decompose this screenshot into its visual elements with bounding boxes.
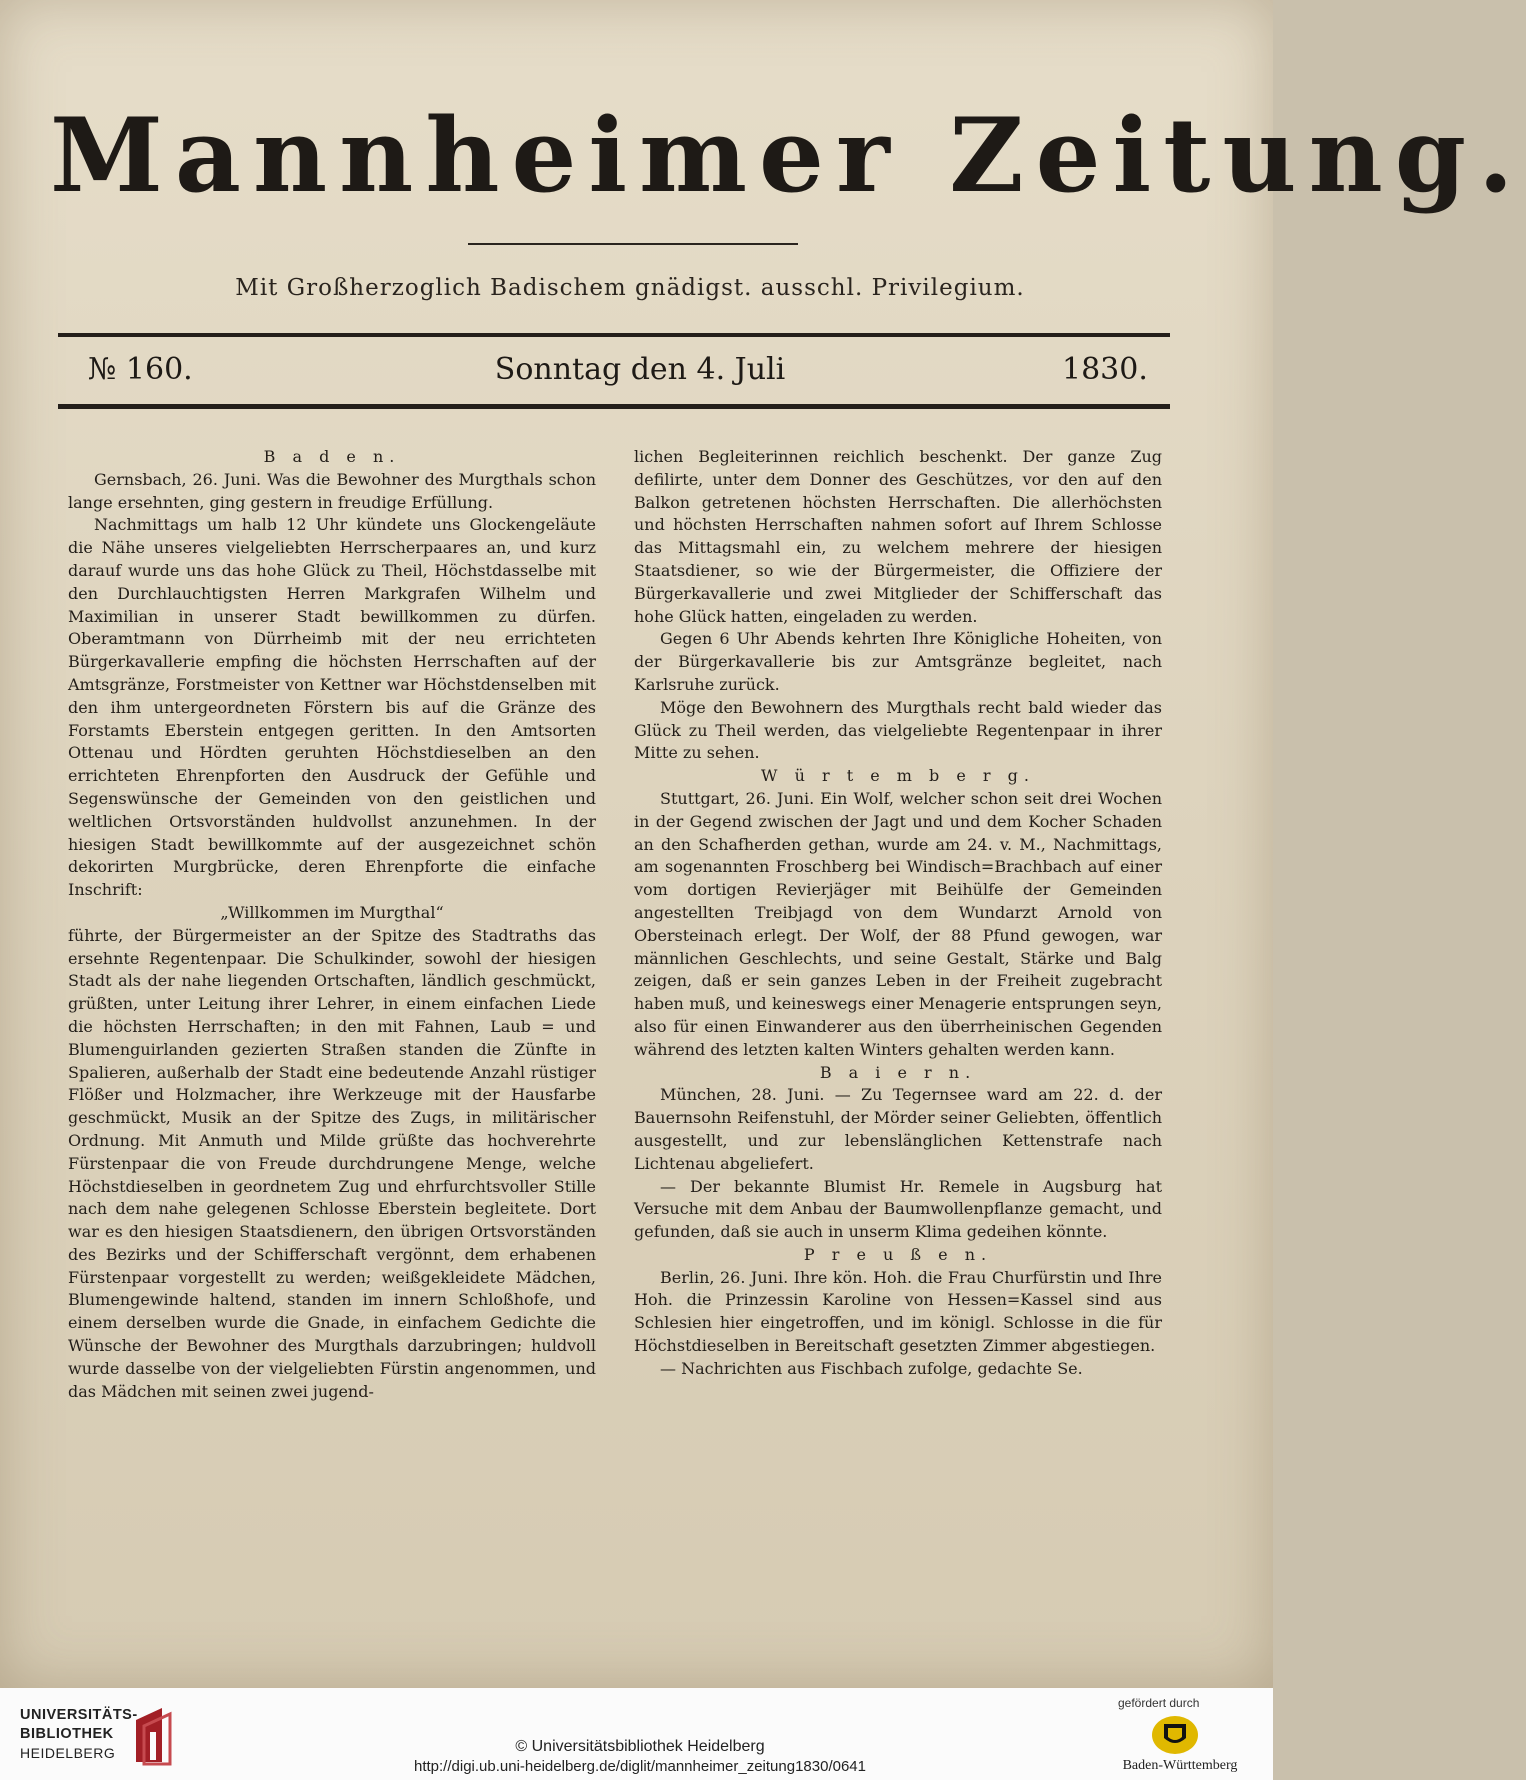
sponsor-name: Baden-Württemberg bbox=[1122, 1758, 1238, 1773]
issue-date: Sonntag den 4. Juli bbox=[494, 352, 786, 387]
article-paragraph: Gegen 6 Uhr Abends kehrten Ihre Königliche Hoheiten, von der Bürgerkavallerie bis zur Amtsgränze begleitet, nach Karlsruhe zurück. bbox=[634, 629, 1162, 694]
article-paragraph: — Nachrichten aus Fischbach zufolge, gedachte Se. bbox=[660, 1358, 1083, 1378]
newspaper-title: Mannheimer Zeitung. bbox=[50, 96, 1526, 216]
header-rule-top bbox=[58, 333, 1170, 337]
left-column bbox=[68, 446, 596, 1403]
library-name-line1: UNIVERSITÄTS- bbox=[20, 1707, 138, 1723]
header-rule-bottom bbox=[58, 404, 1170, 409]
library-name-line3: HEIDELBERG bbox=[20, 1745, 116, 1761]
article-paragraph: Gernsbach, 26. Juni. Was die Bewohner des Murgthals schon lange ersehnten, ging gestern in freudige Erfüllung. bbox=[68, 469, 596, 512]
section-heading-preussen: P r e u ß e n. bbox=[803, 1244, 993, 1264]
title-divider bbox=[468, 243, 798, 245]
digitization-footer bbox=[0, 1688, 1273, 1780]
article-paragraph: — Der bekannte Blumist Hr. Remele in Augsburg hat Versuche mit dem Anbau der Baumwollenpflanze gemacht, und gefunden, daß sie auch in unserm Klima gedeihen könnte. bbox=[634, 1176, 1162, 1242]
issue-year: 1830. bbox=[1062, 352, 1148, 387]
article-paragraph: Nachmittags um halb 12 Uhr kündete uns Glockengeläute die Nähe unseres vielgeliebten Herrscherpaares an, und kurz darauf wurde uns das hohe Glück zu Theil, Höchstdasselbe mit den Durchlauchtigsten Herren Markgrafen Wilhelm und Maximilian in unserer Stadt bewillkommen zu dürfen. Oberamtmann von Dürrheimb mit der neu errichteten Bürgerkavallerie empfing die höchsten Herrschaften auf der Amtsgränze, Forstmeister von Kettner war Höchstdenselben mit den ihm untergeordneten Förstern bis auf die Gränze des Forstamts Eberstein entgegen geritten. In den Amtsorten Ottenau und Hördten geruhten Höchstdieselben an den errichteten Ehrenpforten den Ausdruck der Gefühle und Segenswünsche der Gemeinden von den geistlichen und weltlichen Ortsvorständen huldvollst anzunehmen. In der hiesigen Stadt bewillkommte auf der ausgezeichnet schön dekorirten Murgbrücke, deren Ehrenpforte die einfache Inschrift: bbox=[68, 515, 596, 900]
section-heading-baiern: B a i e r n. bbox=[819, 1062, 977, 1082]
article-paragraph: führte, der Bürgermeister an der Spitze des Stadtraths das ersehnte Regentenpaar. Die Schulkinder, sowohl der hiesigen Stadt als der nahe liegenden Ortschaften, ländlich geschmückt, grüßten, unter Leitung ihrer Lehrer, in einem einfachen Liede die höchsten Herrschaften; in den mit Fahnen, Laub = und Blumenguirlanden gezierten Straßen standen die Zünfte in Spalieren, außerhalb der Stadt eine bedeutende Anzahl rüstiger Flößer und Holzmacher, ihre Werkzeuge mit der Hausfarbe geschmückt, Musik an der Spitze des Zugs, in militärischer Ordnung. Mit Anmuth und Milde grüßte das hochverehrte Fürstenpaar die von Freude durchdrungene Menge, welche Höchstdieselben in geordnetem Zug und ehrfurchtsvoller Stille nach dem nahe gelegenen Schlosse Eberstein begleitete. Dort war es den hiesigen Staatsdienern, den übrigen Ortsvorständen des Bezirks und der Schifferschaft vergönnt, dem erhabenen Fürstenpaar vorgestellt zu werden; weißgekleidete Mädchen, Blumengewinde haltend, standen im innern Schloßhofe, und einem derselben wurde die Gnade, in einfachem Gedichte die Wünsche der Bewohner des Murgthals darzubringen; huldvoll wurde dasselbe von der vielgeliebten Fürstin angenommen, und das Mädchen mit seinen zwei jugend- bbox=[68, 925, 596, 1401]
article-paragraph: Möge den Bewohnern des Murgthals recht bald wieder das Glück zu Theil werden, das vielgeliebte Regentenpaar in ihrer Mitte zu sehen. bbox=[634, 697, 1162, 763]
library-logo-icon bbox=[132, 1702, 176, 1766]
sponsor-label: gefördert durch bbox=[1118, 1696, 1200, 1710]
source-url-link[interactable]: http://digi.ub.uni-heidelberg.de/diglit/mannheimer_zeitung1830/0641 bbox=[414, 1758, 866, 1775]
copyright-notice: © Universitätsbibliothek Heidelberg bbox=[515, 1738, 765, 1755]
article-paragraph: Berlin, 26. Juni. Ihre kön. Hoh. die Frau Churfürstin und Ihre Hoh. die Prinzessin Karoline von Hessen=Kassel sind aus Schlesien hier eingetroffen, und im königl. Schlosse in die für Höchstdieselben in Bereitschaft gesetzten Zimmer abgestiegen. bbox=[634, 1267, 1162, 1356]
article-paragraph: München, 28. Juni. — Zu Tegernsee ward am 22. d. der Bauernsohn Reifenstuhl, der Mörder seiner Geliebten, öffentlich ausgestellt, und zur lebenslänglichen Kettenstrafe nach Lichtenau abgeliefert. bbox=[634, 1085, 1162, 1173]
newspaper-subtitle: Mit Großherzoglich Badischem gnädigst. ausschl. Privilegium. bbox=[235, 275, 1025, 301]
article-paragraph: lichen Begleiterinnen reichlich beschenkt. Der ganze Zug defilirte, unter dem Donner des Geschützes, vor den auf den Balkon getretenen höchsten Herrschaften. Die allerhöchsten und höchsten Herrschaften nahmen sofort auf Ihrem Schlosse das Mittagsmahl ein, zu welchem mehrere der hiesigen Staatsdiener, so wie der Bürgermeister, die Offiziere der Bürgerkavallerie und zwei Mitglieder der Schifferschaft das hohe Glück hatten, eingeladen zu werden. bbox=[634, 447, 1162, 626]
issue-number: № 160. bbox=[88, 352, 193, 387]
library-name-line2: BIBLIOTHEK bbox=[20, 1726, 114, 1742]
right-column bbox=[634, 446, 1162, 1381]
section-heading-wuertemberg: W ü r t e m b e r g. bbox=[761, 766, 1035, 786]
section-heading-baden: B a d e n. bbox=[263, 447, 401, 466]
baden-wuerttemberg-seal-icon bbox=[1150, 1714, 1200, 1756]
article-paragraph: Stuttgart, 26. Juni. Ein Wolf, welcher schon seit drei Wochen in der Gegend zwischen der Jagt und und dem Kocher Schaden an den Schafherden gethan, wurde am 24. v. M., Nachmittags, am sogenannten Froschberg bei Windisch=Brachbach auf einer vom dortigen Revierjäger mit Beihülfe der Gemeinden angestellten Treibjagd von dem Wundarzt Arnold von Obersteinach erlegt. Der Wolf, der 88 Pfund gewogen, war männlichen Geschlechts, und seine Gestalt, Stärke und Balg zeigen, daß er sein ganzes Leben in der Freiheit zugebracht haben muß, und keineswegs einer Menagerie entsprungen seyn, also für einen Einwanderer aus den überrheinischen Gegenden während des letzten kalten Winters gehalten werden kann. bbox=[634, 788, 1162, 1059]
inscription-quote: „Willkommen im Murgthal“ bbox=[220, 902, 444, 922]
